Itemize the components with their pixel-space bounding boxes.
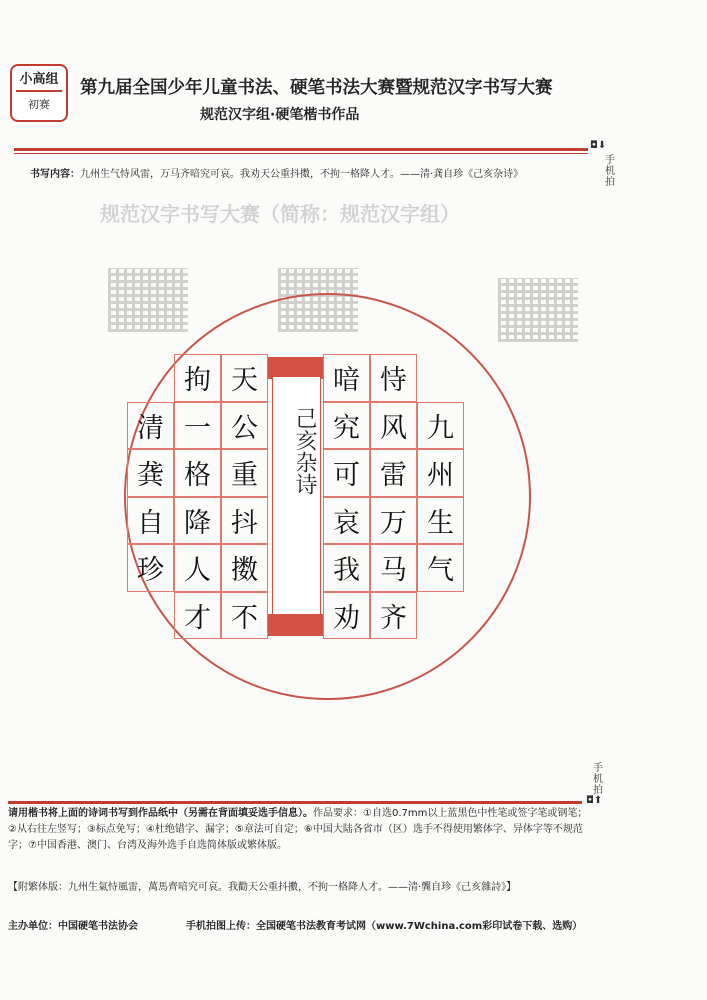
organizer: 主办单位：中国硬笔书法协会 (8, 921, 138, 932)
grid-cell: 不 (221, 592, 268, 640)
badge-group-label: 小高组 (19, 72, 59, 87)
banner-cap-bottom (268, 614, 323, 636)
grid-cell: 哀 (323, 497, 370, 545)
upload-info: 手机拍图上传：全国硬笔书法教育考试网（www.7Wchina.com彩印试卷下载、选购） (186, 921, 583, 932)
grid-cell: 擞 (221, 544, 268, 592)
badge-divider (16, 90, 62, 92)
grid-cell: 风 (370, 402, 417, 450)
side-note-bottom: 手机拍 (593, 763, 603, 796)
badge-round-label: 初赛 (28, 98, 50, 111)
page-title: 第九届全国少年儿童书法、硬笔书法大赛暨规范汉字书写大赛 (80, 78, 553, 98)
instructions-requirements: 作品要求：①自选0.7mm以上蓝黑色中性笔或签字笔或钢笔；②从右往左竖写；③标点免写；④杜绝错字、漏字；⑤章法可自定；⑥中国大陆各省市（区）选手不得使用繁体字、异体字等不规范字；⑦中国香港、澳门、台湾及海外选手自选简体版或繁体版。 (8, 808, 588, 851)
grid-cell: 珍 (127, 544, 174, 592)
header-rule-thin (14, 153, 588, 154)
grid-cell: 拘 (174, 354, 221, 402)
grid-cell: 抖 (221, 497, 268, 545)
grid-cell: 生 (417, 497, 464, 545)
grid-cell: 九 (417, 402, 464, 450)
writing-content-text: 九州生气恃风雷，万马齐喑究可哀。我劝天公重抖擞，不拘一格降人才。——清·龚自珍《己亥杂诗》 (80, 169, 524, 180)
grid-cell: 才 (174, 592, 221, 640)
title-banner (268, 357, 323, 636)
grid-cell: 一 (174, 402, 221, 450)
banner-body (272, 377, 321, 616)
traditional-version: 【附繁体版：九州生氣恃風雷，萬馬齊喑究可哀。我勸天公重抖擻，不拘一格降人才。——清·龔自珍《己亥雜詩》】 (8, 882, 517, 893)
faded-background-title: 规范汉字书写大赛（简称：规范汉字组） (100, 202, 460, 226)
grid-cell: 清 (127, 402, 174, 450)
side-note-top: 手机拍 (605, 155, 615, 188)
grid-cell: 气 (417, 544, 464, 592)
grid-cell: 公 (221, 402, 268, 450)
camera-icon: ◘⬆ (586, 795, 603, 806)
grid-cell: 究 (323, 402, 370, 450)
grid-cell: 重 (221, 449, 268, 497)
group-badge (10, 64, 68, 122)
instructions (8, 806, 593, 854)
grid-cell: 自 (127, 497, 174, 545)
grid-cell: 天 (221, 354, 268, 402)
grid-cell: 齐 (370, 592, 417, 640)
banner-cap-top (268, 357, 323, 379)
faded-qr-code (498, 278, 578, 342)
grid-cell: 龚 (127, 449, 174, 497)
grid-cell: 马 (370, 544, 417, 592)
footer-rule (8, 801, 582, 804)
page-subtitle: 规范汉字组·硬笔楷书作品 (200, 107, 360, 123)
grid-cell: 人 (174, 544, 221, 592)
faded-qr-code (108, 268, 188, 332)
banner-title: 己亥杂诗 (292, 407, 317, 495)
header-rule (14, 148, 588, 151)
camera-icon: ◘⬇ (590, 140, 607, 151)
writing-content-label: 书写内容： (30, 169, 80, 180)
grid-cell: 我 (323, 544, 370, 592)
writing-content (30, 165, 523, 180)
grid-cell: 恃 (370, 354, 417, 402)
grid-cell: 喑 (323, 354, 370, 402)
instructions-lead: 请用楷书将上面的诗词书写到作品纸中（另需在背面填妥选手信息）。 (8, 808, 313, 819)
grid-cell: 州 (417, 449, 464, 497)
grid-cell: 雷 (370, 449, 417, 497)
grid-cell: 万 (370, 497, 417, 545)
grid-cell: 可 (323, 449, 370, 497)
grid-cell: 格 (174, 449, 221, 497)
grid-cell: 劝 (323, 592, 370, 640)
grid-cell: 降 (174, 497, 221, 545)
